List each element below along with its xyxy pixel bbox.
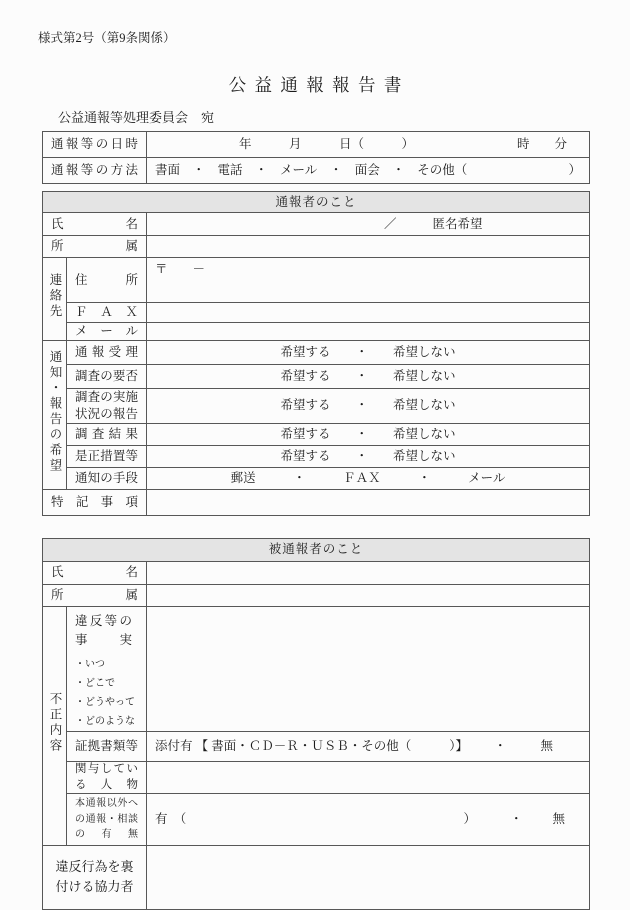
method-label: 通報等の方法 (43, 158, 147, 184)
notify-means-options[interactable]: 郵送 ・ ＦＡＸ ・ メール (147, 467, 590, 489)
table-header-row (43, 192, 590, 213)
involved-label: 関与している人物 (67, 762, 147, 794)
report-meta-table (42, 131, 590, 184)
table-row (43, 561, 590, 584)
accused-name-field[interactable] (147, 561, 590, 584)
accused-table (42, 538, 590, 910)
accused-affiliation-field[interactable] (147, 584, 590, 606)
table-row (43, 794, 590, 846)
contact-group-label: 連絡先 (47, 273, 62, 320)
table-row (43, 467, 590, 489)
accused-section-header: 被通報者のこと (43, 538, 590, 561)
form-number: 様式第2号（第9条関係） (38, 31, 176, 45)
facts-bullet-when: ・いつ (75, 659, 105, 671)
table-row (43, 323, 590, 341)
facts-bullet-what: ・どのような (75, 716, 135, 728)
notify-accept-options[interactable]: 希望する ・ 希望しない (147, 340, 590, 364)
table-row (43, 445, 590, 467)
evidence-none: 無 (540, 739, 554, 754)
reporter-table (42, 191, 590, 516)
reporter-section-header: 通報者のこと (43, 192, 590, 213)
facts-bullet-how: ・どうやって (75, 697, 135, 709)
notify-group-label: 通知・報告の希望 (47, 350, 62, 475)
notify-investigation-label: 調査の要否 (67, 364, 147, 388)
facts-label: 違反等の事実 (75, 613, 132, 647)
datetime-label: 通報等の日時 (43, 132, 147, 158)
table-row (43, 132, 590, 158)
table-row (43, 236, 590, 258)
fax-field[interactable] (147, 303, 590, 323)
address-label: 住所 (67, 258, 147, 303)
method-field[interactable] (147, 158, 590, 184)
other-reports-label: 本通報以外への通報・相談の有無 (67, 794, 147, 846)
table-header-row (43, 538, 590, 561)
misconduct-group-cell (43, 606, 67, 845)
other-reports-yes: 有 （ (155, 812, 187, 827)
table-row (43, 258, 590, 303)
contact-group-cell (43, 258, 67, 341)
anonymous-option: 匿名希望 (432, 216, 483, 231)
notify-result-options[interactable]: 希望する ・ 希望しない (147, 423, 590, 445)
notify-correction-options[interactable]: 希望する ・ 希望しない (147, 445, 590, 467)
addressee-line: 公益通報等処理委員会 宛 (58, 110, 215, 125)
table-row (43, 340, 590, 364)
method-close-paren: ） (568, 163, 581, 178)
email-field[interactable] (147, 323, 590, 341)
table-row (43, 489, 590, 515)
involved-field[interactable] (147, 762, 590, 794)
accused-name-label: 氏名 (43, 561, 147, 584)
table-row (43, 213, 590, 236)
datetime-units-left: 年 月 日（ ） (239, 137, 415, 152)
facts-field[interactable] (147, 606, 590, 732)
notify-status-label: 調査の実施状況の報告 (67, 388, 147, 423)
method-options: 書面 ・ 電話 ・ メール ・ 面会 ・ その他（ (155, 163, 468, 178)
notify-means-label: 通知の手段 (67, 467, 147, 489)
evidence-options: 添付有 【 書面・ＣＤ－Ｒ・ＵＳＢ・その他（ (155, 739, 412, 754)
reporter-affiliation-field[interactable] (147, 236, 590, 258)
table-row (43, 364, 590, 388)
other-reports-dot: ・ (509, 812, 523, 827)
notes-field[interactable] (147, 489, 590, 515)
other-reports-field[interactable] (147, 794, 590, 846)
reporter-affiliation-label: 所属 (43, 236, 147, 258)
fax-label: ＦＡＸ (67, 303, 147, 323)
reporter-name-field[interactable] (147, 213, 590, 236)
notify-status-options[interactable]: 希望する ・ 希望しない (147, 388, 590, 423)
reporter-name-label: 氏名 (43, 213, 147, 236)
postal-mark: 〒 － (155, 262, 206, 276)
table-row (43, 762, 590, 794)
notify-accept-label: 通報受理 (67, 340, 147, 364)
evidence-field[interactable] (147, 732, 590, 762)
table-row (43, 303, 590, 323)
notes-label: 特記事項 (43, 489, 147, 515)
datetime-field[interactable] (147, 132, 590, 158)
table-row (43, 584, 590, 606)
email-label: メール (67, 323, 147, 341)
table-row (43, 423, 590, 445)
table-row (43, 845, 590, 909)
other-reports-close: ） (463, 812, 476, 827)
notify-correction-label: 是正措置等 (67, 445, 147, 467)
address-field[interactable] (147, 258, 590, 303)
page-title: 公 益 通 報 報 告 書 (228, 75, 404, 95)
accused-affiliation-label: 所属 (43, 584, 147, 606)
supporters-field[interactable] (147, 845, 590, 909)
table-row (43, 388, 590, 423)
misconduct-group-label: 不正内容 (47, 692, 62, 755)
evidence-label: 証拠書類等 (67, 732, 147, 762)
facts-label-cell (67, 606, 147, 732)
table-row (43, 732, 590, 762)
notify-result-label: 調査結果 (67, 423, 147, 445)
table-row (43, 606, 590, 732)
evidence-close: ）】 (449, 739, 469, 754)
supporters-label: 違反行為を裏付ける協力者 (43, 845, 147, 909)
notify-investigation-options[interactable]: 希望する ・ 希望しない (147, 364, 590, 388)
evidence-dot: ・ (494, 739, 507, 754)
datetime-units-right: 時 分 (516, 137, 567, 152)
facts-bullet-where: ・どこで (75, 678, 115, 690)
name-slash: ／ (384, 216, 397, 231)
notify-group-cell (43, 340, 67, 489)
other-reports-none: 無 (552, 812, 565, 827)
table-row (43, 158, 590, 184)
